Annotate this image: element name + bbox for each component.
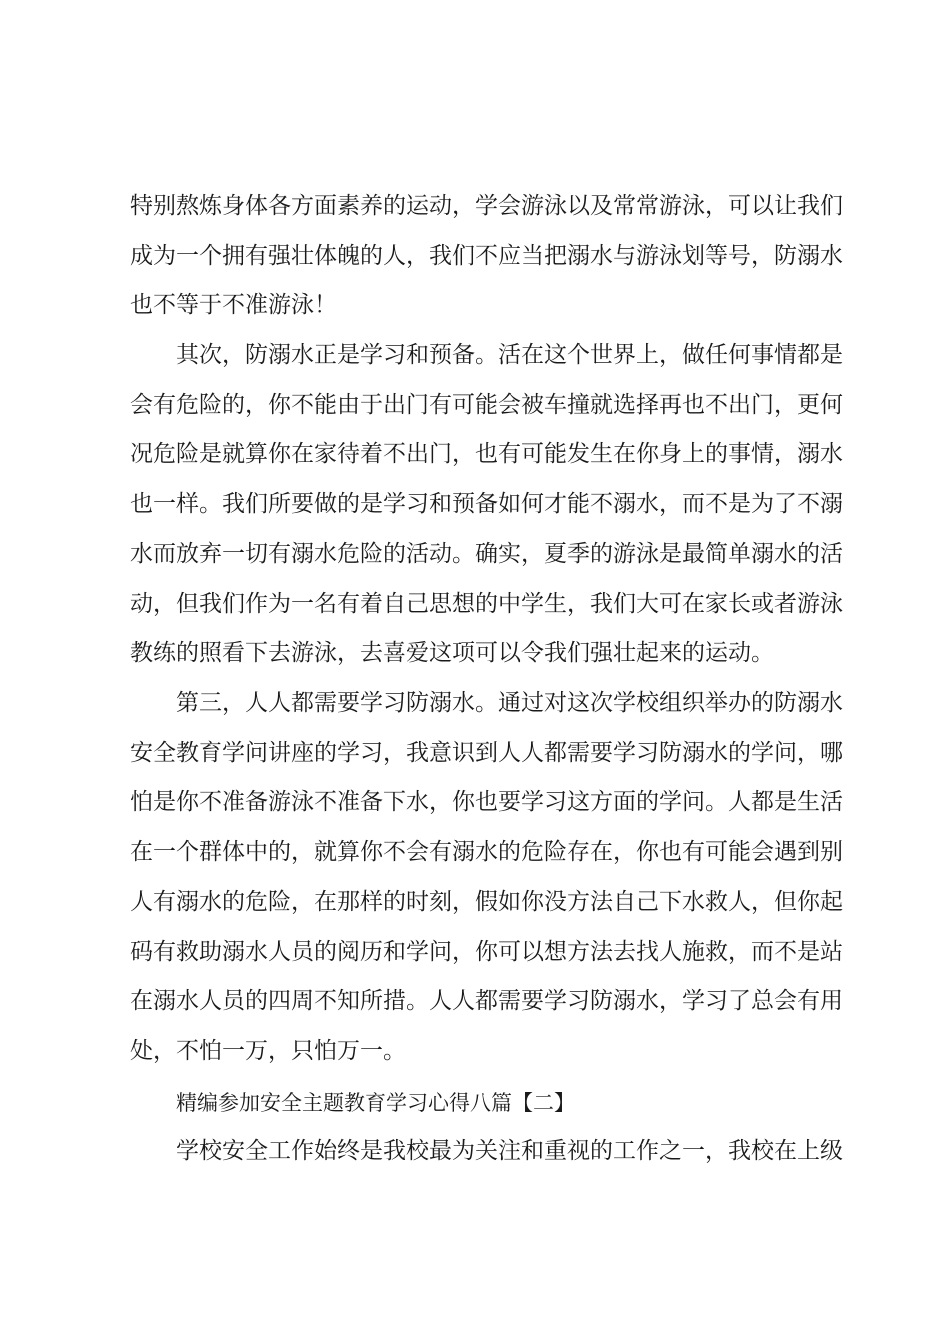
paragraph-3-line-1: 第三，人人都需要学习防溺水。通过对这次学校组织举办的防溺水 [176, 690, 843, 716]
paragraph-3-line-2: 安全教育学问讲座的学习，我意识到人人都需要学习防溺水的学问，哪 [130, 740, 843, 766]
paragraph-2-line-2: 会有危险的，你不能由于出门有可能会被车撞就选择再也不出门，更何 [130, 392, 843, 418]
paragraph-2-line-4: 也一样。我们所要做的是学习和预备如何才能不溺水，而不是为了不溺 [130, 491, 843, 517]
paragraph-3-line-7: 在溺水人员的四周不知所措。人人都需要学习防溺水，学习了总会有用 [130, 988, 843, 1014]
paragraph-3-line-3: 怕是你不准备游泳不准备下水，你也要学习这方面的学问。人都是生活 [130, 789, 843, 815]
paragraph-2-line-7: 教练的照看下去游泳，去喜爱这项可以令我们强壮起来的运动。 [130, 640, 774, 666]
paragraph-3-line-6: 码有救助溺水人员的阅历和学问，你可以想方法去找人施救，而不是站 [130, 939, 843, 965]
paragraph-2-line-1: 其次，防溺水正是学习和预备。活在这个世界上，做任何事情都是 [176, 342, 843, 368]
section-heading: 精编参加安全主题教育学习心得八篇【二】 [176, 1091, 575, 1115]
paragraph-4-line-1: 学校安全工作始终是我校最为关注和重视的工作之一，我校在上级 [176, 1138, 843, 1164]
paragraph-1-line-2: 成为一个拥有强壮体魄的人，我们不应当把溺水与游泳划等号，防溺水 [130, 243, 843, 269]
paragraph-3-line-8: 处，不怕一万，只怕万一。 [130, 1038, 406, 1064]
paragraph-1-line-1: 特别熬炼身体各方面素养的运动，学会游泳以及常常游泳，可以让我们 [130, 193, 843, 219]
paragraph-2-line-5: 水而放弃一切有溺水危险的活动。确实，夏季的游泳是最简单溺水的活 [130, 541, 843, 567]
paragraph-2-line-3: 况危险是就算你在家待着不出门，也有可能发生在你身上的事情，溺水 [130, 441, 843, 467]
paragraph-2-line-6: 动，但我们作为一名有着自己思想的中学生，我们大可在家长或者游泳 [130, 591, 843, 617]
paragraph-1-line-3: 也不等于不准游泳！ [130, 292, 337, 318]
paragraph-3-line-5: 人有溺水的危险，在那样的时刻，假如你没方法自己下水救人，但你起 [130, 889, 843, 915]
paragraph-3-line-4: 在一个群体中的，就算你不会有溺水的危险存在，你也有可能会遇到别 [130, 839, 843, 865]
